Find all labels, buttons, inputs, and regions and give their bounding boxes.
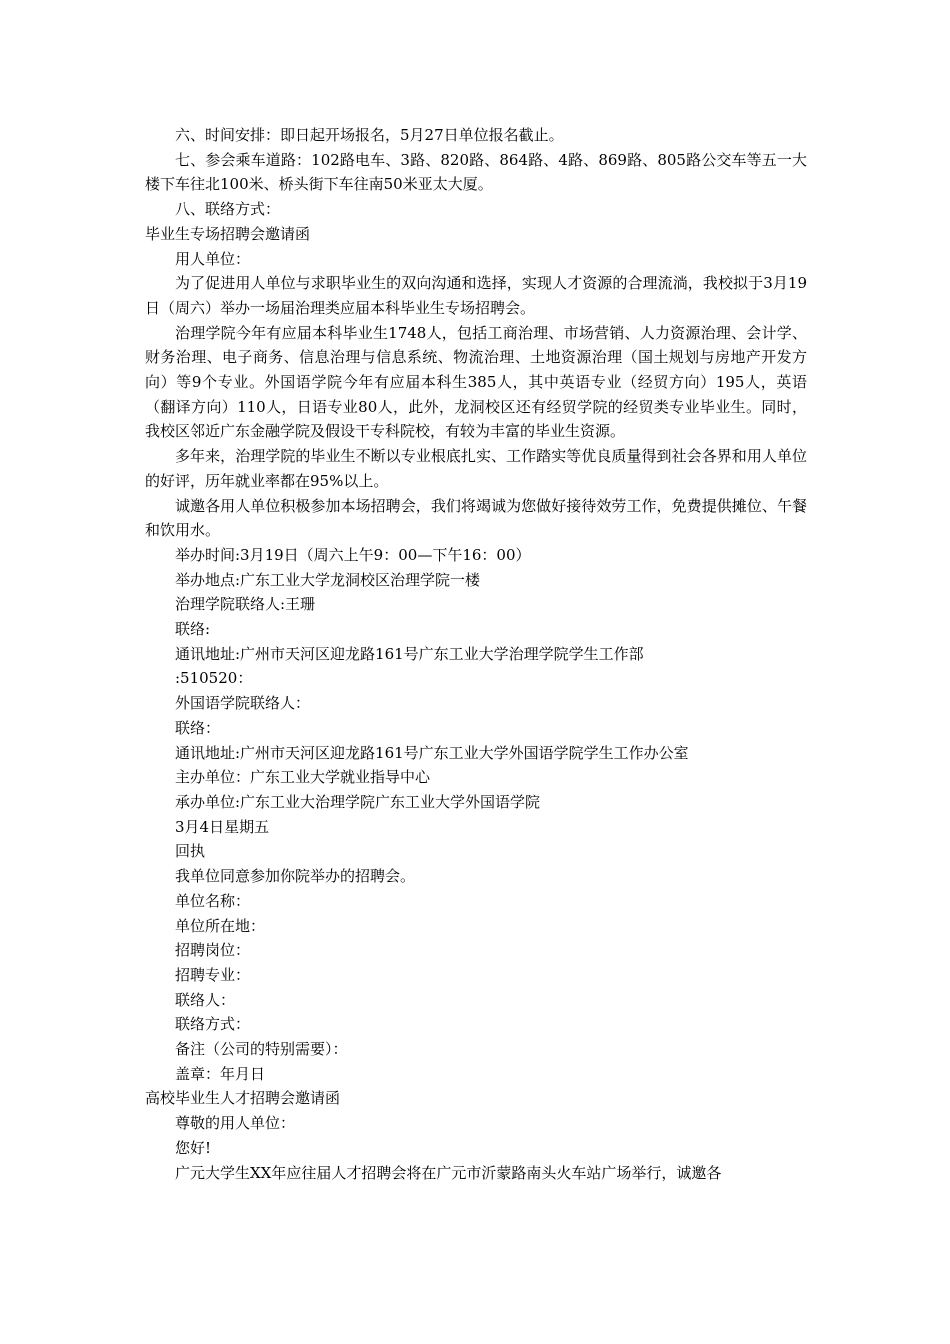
body-paragraph: 招聘专业： — [175, 965, 251, 984]
body-paragraph: 回执 — [175, 842, 206, 861]
body-paragraph: 联络： — [175, 718, 221, 737]
body-paragraph: 多年来，治理学院的毕业生不断以专业根底扎实、工作踏实等优良质量得到社会各界和用人单位的好评，历年就业率都在95%以上。 — [145, 447, 807, 490]
body-paragraph: 为了促进用人单位与求职毕业生的双向沟通和选择，实现人才资源的合理流淌，我校拟于3月19日（周六）举办一场届治理类应届本科毕业生专场招聘会。 — [145, 274, 807, 317]
body-paragraph: 七、参会乘车道路：102路电车、3路、820路、864路、4路、869路、805路公交车等五一大楼下车往北100米、桥头街下车往南50米亚太大厦。 — [145, 150, 807, 194]
body-paragraph: 招聘岗位： — [175, 941, 251, 960]
body-paragraph: 通讯地址:广州市天河区迎龙路161号广东工业大学外国语学院学生工作办公室 — [175, 743, 689, 762]
body-paragraph: 广元大学生XX年应往届人才招聘会将在广元市沂蒙路南头火车站广场举行，诚邀各 — [175, 1163, 722, 1182]
body-paragraph: 治理学院今年有应届本科毕业生1748人，包括工商治理、市场营销、人力资源治理、会计学、财务治理、电子商务、信息治理与信息系统、物流治理、土地资源治理（国土规划与房地产开发方向）等9个专业。外国语学院今年有应届本科生385人，其中英语专业（经贸方向）195人，英语（翻译方向）110人，日语专业80人，此外，龙洞校区还有经贸学院的经贸类专业毕业生。同时，我校区邻近广东金融学院及假设干专科院校，有较为丰富的毕业生资源。 — [145, 323, 807, 441]
body-paragraph: 我单位同意参加你院举办的招聘会。 — [175, 867, 416, 886]
body-paragraph: 诚邀各用人单位积极参加本场招聘会，我们将竭诚为您做好接待效劳工作，免费提供摊位、午餐和饮用水。 — [145, 496, 807, 540]
body-paragraph: 举办地点:广东工业大学龙洞校区治理学院一楼 — [175, 570, 481, 589]
body-paragraph: 联络: — [175, 620, 211, 639]
body-paragraph: :510520： — [175, 669, 253, 688]
body-paragraph: 举办时间:3月19日（周六上午9：00—下午16：00） — [175, 545, 531, 564]
body-paragraph: 尊敬的用人单位： — [175, 1114, 296, 1133]
body-paragraph: 单位名称： — [175, 891, 251, 910]
body-paragraph: 外国语学院联络人： — [175, 694, 311, 713]
body-paragraph: 六、时间安排：即日起开场报名，5月27日单位报名截止。 — [175, 126, 564, 144]
body-paragraph: 用人单位： — [175, 249, 251, 268]
body-paragraph: 治理学院联络人:王珊 — [175, 595, 316, 614]
body-paragraph: 您好! — [175, 1138, 212, 1157]
document-page — [145, 123, 807, 1185]
body-paragraph: 盖章：年月日 — [175, 1064, 266, 1083]
body-paragraph: 八、联络方式： — [175, 200, 281, 219]
section-heading: 毕业生专场招聘会邀请函 — [145, 224, 311, 243]
body-paragraph: 单位所在地： — [175, 916, 266, 935]
body-paragraph: 联络人： — [175, 990, 236, 1009]
body-paragraph: 备注（公司的特别需要）： — [175, 1040, 348, 1059]
section-heading: 高校毕业生人才招聘会邀请函 — [145, 1089, 341, 1108]
body-paragraph: 联络方式： — [175, 1015, 251, 1034]
body-paragraph: 承办单位:广东工业大治理学院广东工业大学外国语学院 — [175, 792, 541, 811]
body-paragraph: 通讯地址:广州市天河区迎龙路161号广东工业大学治理学院学生工作部 — [175, 644, 644, 663]
body-paragraph: 3月4日星期五 — [175, 817, 270, 836]
body-paragraph: 主办单位：广东工业大学就业指导中心 — [175, 768, 431, 787]
